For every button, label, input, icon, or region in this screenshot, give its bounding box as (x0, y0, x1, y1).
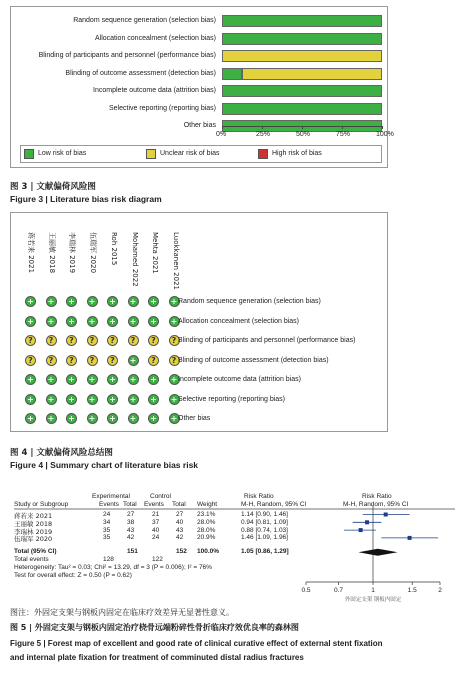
fig4-judgement-dot: ? (87, 335, 98, 346)
fig5-weight: 28.0% (197, 518, 216, 526)
fig4-row-label: Blinding of outcome assessment (detection bias) (178, 356, 329, 364)
fig4-judgement-dot: ? (148, 335, 159, 346)
fig4-judgement-dot: + (148, 413, 159, 424)
fig4-judgement-dot: + (25, 413, 36, 424)
fig4-judgement-dot: + (66, 394, 77, 405)
fig5-point-estimate (359, 528, 363, 532)
fig5-header-control: Control (150, 493, 171, 500)
fig5-rr: 0.94 [0.81, 1.09] (241, 518, 288, 526)
fig5-ctl-events: 21 (152, 511, 160, 518)
fig5-ctl-total: 40 (176, 518, 184, 526)
fig4-judgement-dot: ? (66, 355, 77, 366)
fig4-study-header: Mehta 2021 (151, 232, 159, 274)
fig5-header-method-2: M-H, Random, 95% CI (343, 501, 409, 508)
fig4-judgement-dot: + (128, 374, 139, 385)
fig5-axis-note: 外固定支架 钢板内固定 (344, 597, 402, 603)
fig5-exp-events: 35 (103, 526, 111, 534)
fig5-total-exp: 151 (127, 548, 138, 556)
fig3-tick-label: 75% (336, 131, 351, 138)
fig5-header-events: Events (99, 501, 119, 508)
fig5-caption-en-1: Figure 5 | Forest map of excellent and good rate of clinical curative effect of external stent fixation (10, 639, 383, 648)
fig4-judgement-dot: + (66, 316, 77, 327)
fig4-judgement-dot: ? (169, 355, 180, 366)
fig5-point-estimate (365, 520, 369, 524)
fig4-judgement-dot: + (169, 374, 180, 385)
fig4-judgement-dot: + (128, 296, 139, 307)
fig4-judgement-dot: + (148, 374, 159, 385)
fig4-judgement-dot: ? (107, 355, 118, 366)
fig3-tick-label: 50% (296, 131, 311, 138)
legend-low-label: Low risk of bias (38, 150, 87, 157)
fig4-row-label: Allocation concealment (selection bias) (178, 317, 300, 325)
fig5-point-estimate (408, 536, 412, 540)
fig3-row-label: Random sequence generation (selection bias) (73, 17, 216, 24)
fig3-tick-label: 100% (376, 131, 394, 138)
fig5-header-total-2: Total (172, 501, 186, 508)
fig5-ctl-total: 27 (176, 511, 184, 518)
fig5-total-rr: 1.05 [0.86, 1.29] (241, 548, 289, 556)
fig4-judgement-dot: + (128, 413, 139, 424)
fig4-judgement-dot: ? (25, 335, 36, 346)
fig4-judgement-dot: + (169, 296, 180, 307)
fig5-weight: 23.1% (197, 511, 216, 518)
fig5-header-risk-ratio: Risk Ratio (244, 493, 274, 500)
fig3-row-label: Incomplete outcome data (attrition bias) (93, 87, 216, 94)
fig5-pooled-diamond (358, 549, 397, 556)
fig5-rr: 1.46 [1.09, 1.96] (241, 534, 288, 542)
fig4-study-header: Mohamed 2022 (130, 232, 139, 287)
fig5-header-study: Study or Subgroup (14, 501, 69, 508)
fig5-study-name: 李瑞林 2019 (14, 527, 53, 536)
fig4-row-label: Other bias (178, 415, 211, 422)
fig5-events-exp: 128 (103, 556, 114, 564)
fig4-judgement-dot: + (169, 316, 180, 327)
fig5-ctl-total: 43 (176, 526, 184, 534)
fig3-row-label: Blinding of participants and personnel (performance bias) (38, 52, 216, 59)
fig5-rr: 1.14 [0.90, 1.46] (241, 511, 288, 518)
fig5-axis-tick-label: 1.5 (407, 587, 417, 594)
fig4-study-header: 蒋若来 2021 (27, 232, 35, 274)
legend-high-label: High risk of bias (272, 150, 322, 157)
fig5-study-name: 王丽敏 2018 (14, 519, 53, 528)
fig4-row-label: Incomplete outcome data (attrition bias) (178, 376, 301, 383)
fig5-caption-en-2: and internal plate fixation for treatment of comminuted distal radius fractures (10, 653, 304, 662)
fig5-ctl-events: 24 (152, 534, 160, 542)
fig4-judgement-dot: + (46, 296, 57, 307)
fig5-exp-events: 35 (103, 534, 111, 542)
fig5-total-ctl: 152 (176, 548, 187, 556)
fig5-header-weight: Weight (197, 501, 218, 508)
fig3-row-label: Other bias (183, 122, 216, 129)
fig4-judgement-dot: ? (107, 335, 118, 346)
fig5-ctl-events: 40 (152, 526, 160, 534)
fig4-judgement-dot: + (46, 316, 57, 327)
fig5-overall-effect: Test for overall effect: Z = 0.50 (P = 0.62) (14, 572, 132, 580)
fig4-judgement-dot: + (107, 374, 118, 385)
fig5-exp-events: 34 (103, 518, 111, 526)
fig5-study-name: 伍瑞军 2020 (14, 535, 53, 544)
fig4-judgement-dot: + (87, 374, 98, 385)
fig4-judgement-dot: + (25, 374, 36, 385)
fig4-judgement-dot: + (169, 394, 180, 405)
fig3-row-label: Selective reporting (reporting bias) (109, 104, 216, 112)
fig5-header-total: Total (123, 501, 137, 508)
fig5-weight: 20.9% (197, 534, 216, 542)
fig4-judgement-dot: + (25, 296, 36, 307)
fig4-judgement-dot: + (66, 413, 77, 424)
fig4-judgement-dot: + (107, 316, 118, 327)
fig5-rr: 0.88 [0.74, 1.03] (241, 526, 288, 534)
fig4-judgement-dot: + (148, 394, 159, 405)
fig5-axis-tick-label: 2 (438, 587, 442, 594)
fig4-judgement-dot: + (148, 316, 159, 327)
legend-unclear-label: Unclear risk of bias (160, 150, 220, 157)
fig5-exp-total: 42 (127, 534, 135, 542)
fig4-judgement-dot: + (46, 374, 57, 385)
fig4-judgement-dot: + (128, 316, 139, 327)
fig4-judgement-dot: + (25, 316, 36, 327)
fig4-judgement-dot: + (87, 394, 98, 405)
fig4-row-label: Random sequence generation (selection bias) (178, 298, 321, 305)
fig4-judgement-dot: + (107, 296, 118, 307)
fig5-note: 图注：外固定支架与钢板内固定在临床疗效差异无显著性意义。 (10, 608, 234, 617)
fig4-judgement-dot: ? (66, 335, 77, 346)
fig4-judgement-dot: + (169, 413, 180, 424)
fig5-axis-tick-label: 0.5 (301, 587, 311, 594)
fig5-heterogeneity: Heterogeneity: Tau² = 0.03; Chi² = 13.29, df = 3 (P = 0.006); I² = 76% (14, 564, 212, 572)
fig5-weight: 28.0% (197, 526, 216, 534)
fig5-exp-total: 27 (127, 511, 135, 518)
fig4-judgement-dot: + (66, 296, 77, 307)
fig5-axis-tick-label: 1 (371, 587, 375, 594)
fig5-axis-tick-label: 0.7 (334, 587, 344, 594)
fig4-caption-en: Figure 4 | Summary chart of literature bias risk (10, 460, 199, 470)
fig4-judgement-dot: ? (46, 355, 57, 366)
fig4-study-header: Roh 2015 (110, 232, 118, 266)
fig4-judgement-dot: + (148, 296, 159, 307)
fig5-caption-zh: 图 5 | 外固定支架与钢板内固定治疗桡骨远端粉碎性骨折临床疗效优良率的森林图 (10, 623, 299, 632)
fig4-row-label: Blinding of participants and personnel (performance bias) (178, 337, 356, 344)
fig4-judgement-dot: + (46, 394, 57, 405)
fig4-judgement-dot: + (87, 296, 98, 307)
fig4-study-header: 李瑞林 2019 (68, 232, 76, 274)
fig4-study-header: 伍瑞军 2020 (88, 232, 97, 274)
fig4-judgement-dot: ? (25, 355, 36, 366)
fig5-exp-events: 24 (103, 511, 111, 518)
fig4-judgement-dot: ? (87, 355, 98, 366)
fig3-caption-zh: 图 3 | 文献偏倚风险图 (10, 182, 96, 192)
fig4-judgement-dot: + (128, 394, 139, 405)
fig5-header-method: M-H, Random, 95% CI (241, 501, 307, 508)
fig4-judgement-dot: + (87, 413, 98, 424)
fig4-judgement-dot: + (25, 394, 36, 405)
fig4-judgement-dot: ? (148, 355, 159, 366)
fig5-total-weight: 100.0% (197, 548, 220, 556)
fig4-study-header: 王丽敏 2018 (47, 232, 56, 274)
fig5-events-label: Total events (14, 556, 49, 564)
fig5-point-estimate (384, 513, 388, 517)
fig5-header-risk-ratio-2: Risk Ratio (362, 493, 392, 500)
fig4-study-header: Luokkanen 2021 (171, 232, 180, 290)
fig4-judgement-dot: + (128, 355, 139, 366)
fig4-judgement-dot: ? (128, 335, 139, 346)
fig5-study-name: 蒋若来 2021 (14, 512, 53, 520)
fig5-events-ctl: 122 (152, 556, 163, 564)
fig4-judgement-dot: + (87, 316, 98, 327)
fig5-ctl-total: 42 (176, 534, 184, 542)
fig4-judgement-dot: + (46, 413, 57, 424)
fig4-judgement-dot: + (66, 374, 77, 385)
fig4-judgement-dot: ? (169, 335, 180, 346)
fig3-caption-en: Figure 3 | Literature bias risk diagram (10, 194, 162, 204)
fig3-tick-label: 25% (256, 131, 271, 138)
fig5-header-events-2: Events (144, 501, 164, 508)
fig5-exp-total: 38 (127, 518, 135, 526)
fig5-exp-total: 43 (127, 526, 135, 534)
fig5-ctl-events: 37 (152, 518, 160, 526)
fig5-header-experimental: Experimental (92, 493, 130, 500)
fig4-judgement-dot: + (107, 413, 118, 424)
fig4-judgement-dot: + (107, 394, 118, 405)
fig3-row-label: Blinding of outcome assessment (detection bias) (65, 69, 216, 77)
fig4-row-label: Selective reporting (reporting bias) (178, 395, 285, 403)
fig3-row-label: Allocation concealment (selection bias) (94, 34, 216, 42)
fig5-total-label: Total (95% CI) (14, 548, 57, 556)
fig4-judgement-dot: ? (46, 335, 57, 346)
fig3-tick-label: 0% (216, 131, 227, 138)
fig4-caption-zh: 图 4 | 文献偏倚风险总结图 (10, 448, 113, 458)
